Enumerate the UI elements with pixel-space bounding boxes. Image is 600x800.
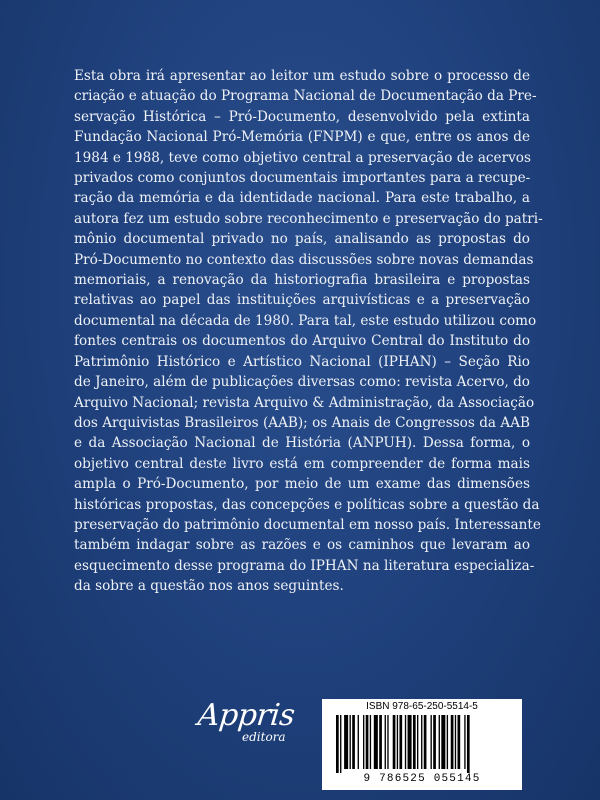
barcode-bar [379,715,382,769]
barcode-bar [464,715,465,769]
synopsis-line: documental na década de 1980. Para tal, este estudo utilizou como [74,312,537,329]
barcode-bar [340,715,341,773]
barcode-bar [363,715,364,769]
synopsis-line: ração da memória e da identidade nacional. Para este trabalho, a [74,190,530,207]
barcode-bar [433,715,436,769]
barcode-bar [358,715,359,769]
barcode-bar [458,715,461,769]
synopsis-line: Pró-Documento no contexto das discussões sobre novas demandas [74,251,534,268]
barcode-bar [413,715,416,769]
synopsis-line: da sobre a questão nos anos seguintes. [74,578,344,595]
barcode-bar [374,715,378,769]
barcode-bar [408,715,412,769]
barcode-bar [350,715,351,769]
barcode-bar [397,715,398,769]
synopsis-line: relativas ao papel das instituições arquivísticas e a preservação [74,292,530,309]
barcode-bar [451,715,454,769]
barcode-bar [352,715,355,769]
publisher-logo [198,698,298,758]
barcode-bar [336,715,339,773]
synopsis-line: dos Arquivistas Brasileiros (AAB); os Anais de Congressos da AAB [74,414,530,431]
barcode-bar [387,715,388,769]
barcode-bar [385,715,386,769]
barcode-bar [441,715,445,769]
barcode-bar [417,715,418,769]
barcode-number: 9 786525 055145 [363,773,481,785]
barcode-bar [424,715,427,769]
synopsis-line: e da Associação Nacional de História (ANPUH). Dessa forma, o [74,435,530,452]
barcode-bar [447,715,448,769]
synopsis-line: Esta obra irá apresentar ao leitor um estudo sobre o processo de [74,68,530,84]
barcode-bar [455,715,456,769]
barcode-bar [393,715,396,769]
barcode-bar [344,715,348,769]
barcode-bar [366,715,369,769]
synopsis-line: criação e atuação do Programa Nacional de Documentação da Pre- [74,88,537,105]
synopsis-line: privados como conjuntos documentais importantes para a recupe- [74,170,531,187]
synopsis-line: fontes centrais os documentos do Arquivo Central do Instituto do [74,333,530,350]
synopsis-line: também indagar sobre as razões e os caminhos que levaram ao [74,537,530,554]
synopsis-line: ampla o Pró-Documento, por meio de um exame das dimensões [74,476,530,493]
barcode-bar [370,715,371,769]
barcode-bar [405,715,406,769]
publisher-name: Appris [196,698,297,733]
barcode-bar [467,715,470,773]
barcode-bar [439,715,440,769]
barcode-bar [431,715,432,769]
synopsis-line: servação Histórica – Pró-Documento, desenvolvido pela extinta [74,108,530,125]
synopsis-line: Patrimônio Histórico e Artístico Nacional (IPHAN) – Seção Rio [74,353,530,370]
isbn-label: ISBN 978-65-250-5514-5 [366,701,478,712]
synopsis-line: preservação do patrimônio documental em nosso país. Interessante [74,516,541,533]
synopsis-line: Arquivo Nacional; revista Arquivo & Administração, da Associação [74,394,535,411]
synopsis-text [74,66,543,597]
synopsis-line: memoriais, a renovação da historiografia brasileira e propostas [74,272,530,289]
synopsis-line: históricas propostas, das concepções e políticas sobre a questão da [74,496,540,513]
barcode-bar [421,715,422,769]
synopsis-line: Fundação Nacional Pró-Memória (FNPM) e que, entre os anos de [74,129,530,146]
synopsis-line: 1984 e 1988, teve como objetivo central a preservação de acervos [74,149,531,166]
isbn-barcode [322,699,522,790]
synopsis-line: mônio documental privado no país, analisando as propostas do [74,231,530,248]
synopsis-line: de Janeiro, além de publicações diversas como: revista Acervo, do [74,374,530,391]
synopsis-line: objetivo central deste livro está em compreender de forma mais [74,455,530,472]
barcode-bar [399,715,402,769]
publisher-subtitle: editora [242,730,286,744]
synopsis-line: autora fez um estudo sobre reconhecimento e preservação do patri- [74,210,543,227]
synopsis-line: esquecimento desse programa do IPHAN na literatura especializa- [74,557,535,574]
barcode-bars [332,715,512,773]
